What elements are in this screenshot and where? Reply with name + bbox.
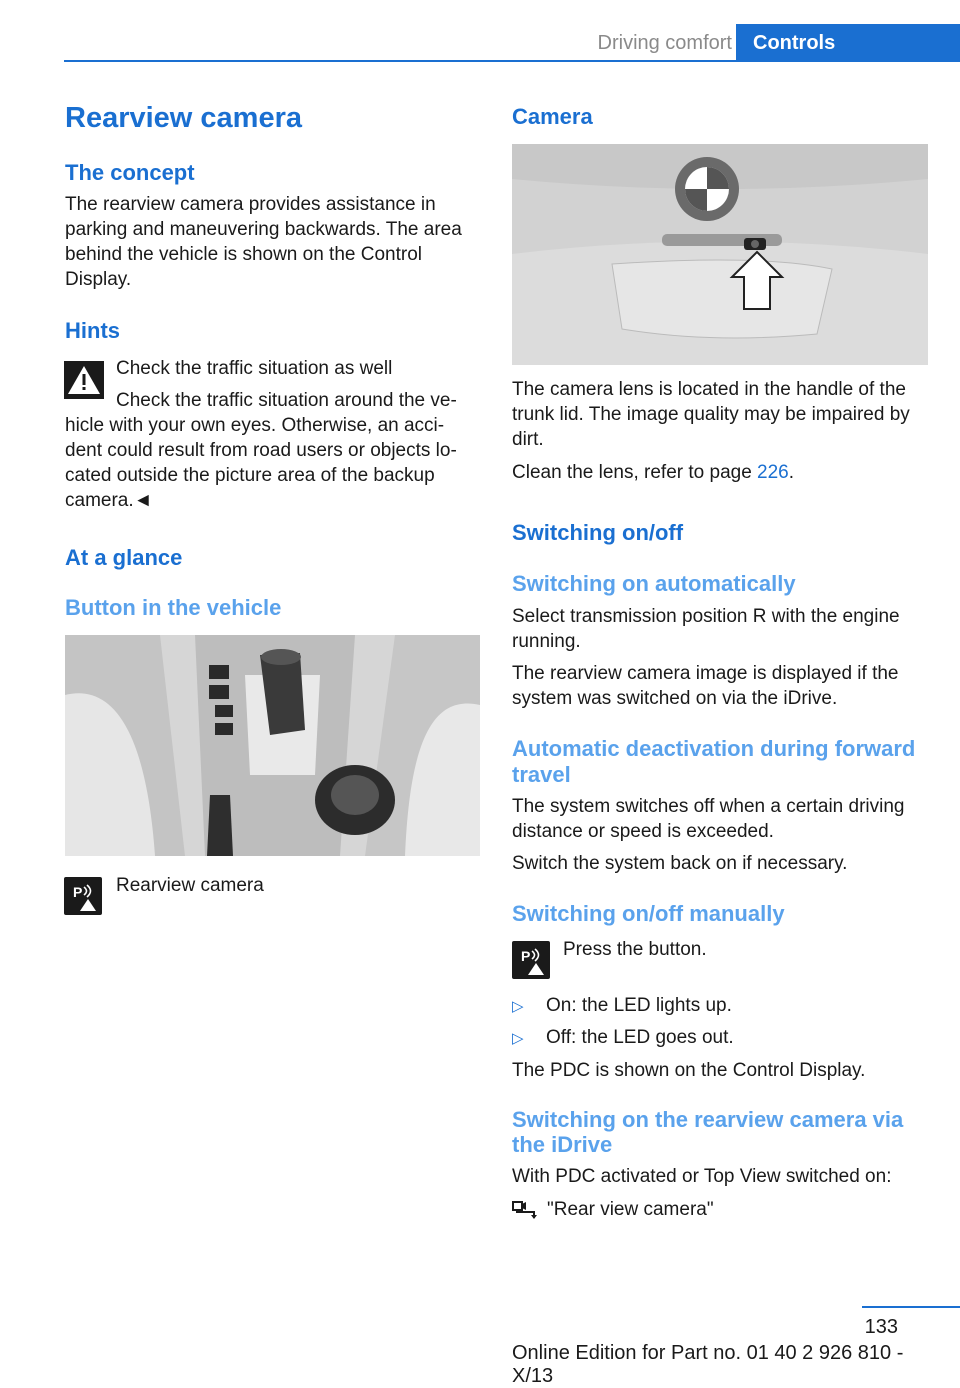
warning-icon [64, 361, 104, 399]
auto-on-heading: Switching on automatically [512, 571, 796, 596]
manual-press-text: Press the button. [563, 939, 707, 960]
auto-off-text: Switch the system back on if necessary. [512, 853, 848, 874]
clean-lens-text [512, 460, 928, 485]
svg-text:P: P [521, 948, 531, 964]
rear-camera-menu-icon [512, 1198, 540, 1220]
manual-heading: Switching on/off manually [512, 901, 785, 926]
concept-heading: The concept [65, 160, 195, 185]
camera-text: The camera lens is located in the handle of the trunk lid. The image quality may be impaired by dirt. [512, 379, 910, 450]
pdc-text: The PDC is shown on the Control Display. [512, 1060, 866, 1081]
page-number: 133 [864, 1316, 898, 1338]
camera-heading: Camera [512, 104, 593, 129]
trunk-camera-photo [512, 144, 928, 365]
footer-rule [862, 1306, 960, 1308]
bullet-triangle-icon: ▷ [512, 998, 524, 1015]
auto-off-text: The system switches off when a certain driving distance or speed is exceeded. [512, 796, 905, 842]
header-chapter-tab: Controls [736, 24, 960, 62]
edition-footer: Online Edition for Part no. 01 40 2 926 810 - X/13 [512, 1342, 904, 1387]
list-item [512, 1025, 928, 1051]
parking-camera-button-icon [512, 941, 550, 979]
warning-text-line: cated outside the picture area of the backup [65, 465, 435, 486]
button-caption: Rearview camera [116, 875, 264, 896]
clean-lens-suffix: . [788, 462, 795, 483]
auto-on-text: The rearview camera image is displayed if the system was switched on via the iDrive. [512, 663, 899, 709]
auto-off-heading: Automatic deactivation during forward travel [512, 736, 916, 787]
page-226-link[interactable]: 226 [757, 462, 789, 483]
header-rule [64, 60, 960, 62]
header-section-label: Driving comfort [597, 32, 732, 54]
button-heading: Button in the vehicle [65, 595, 282, 620]
clean-lens-prefix: Clean the lens, refer to page [512, 462, 758, 483]
parking-camera-button-icon [64, 877, 102, 915]
warning-text-line: camera.◄ [65, 490, 153, 511]
idrive-text: With PDC activated or Top View switched on: [512, 1166, 892, 1187]
bullet-text: Off: the LED goes out. [546, 1027, 734, 1048]
idrive-menu-item: "Rear view camera" [547, 1199, 714, 1220]
list-item [512, 993, 928, 1019]
center-console-photo [65, 635, 480, 856]
bullet-text: On: the LED lights up. [546, 995, 732, 1016]
warning-text-line: dent could result from road users or objects lo- [65, 440, 457, 461]
hints-heading: Hints [65, 318, 120, 343]
glance-heading: At a glance [65, 545, 183, 570]
bullet-triangle-icon: ▷ [512, 1030, 524, 1047]
auto-on-text: Select transmission position R with the engine running. [512, 606, 900, 652]
concept-text: The rearview camera provides assistance in parking and maneuvering backwards. The area behind the vehicle is shown on the Control Display. [65, 194, 462, 290]
warning-text-line: hicle with your own eyes. Otherwise, an acci- [65, 415, 445, 436]
page-title: Rearview camera [65, 102, 302, 134]
svg-text:P: P [73, 884, 83, 900]
warning-title: Check the traffic situation as well [116, 358, 393, 379]
warning-text-line: Check the traffic situation around the ve- [116, 390, 457, 411]
switching-heading: Switching on/off [512, 520, 684, 545]
idrive-heading: Switching on the rearview camera via the iDrive [512, 1107, 904, 1157]
